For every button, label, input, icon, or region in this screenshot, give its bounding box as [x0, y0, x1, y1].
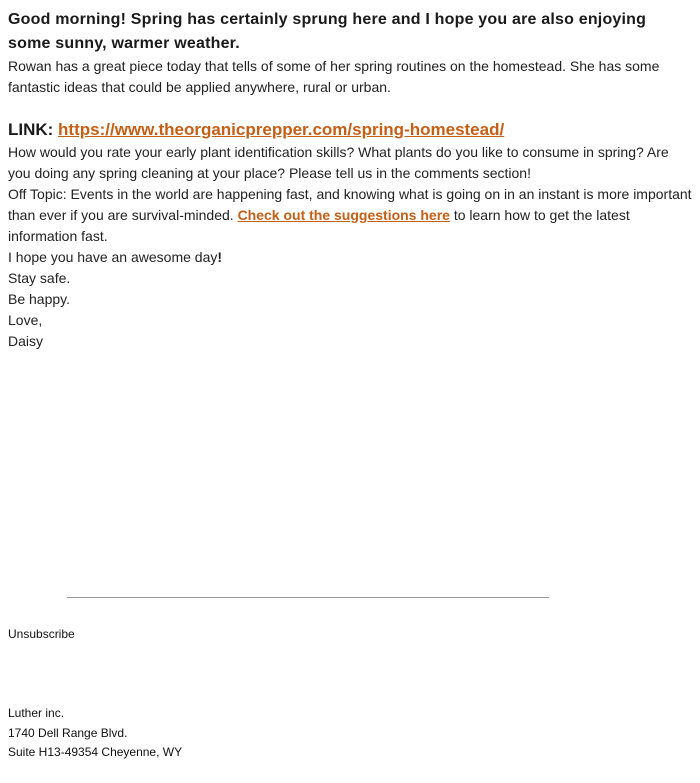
closing-paragraph	[8, 247, 692, 268]
signoff-line-2: Be happy.	[8, 291, 71, 307]
email-body	[8, 0, 692, 352]
offtopic-paragraph	[8, 184, 692, 247]
footer-divider	[67, 597, 549, 598]
love-line: Love,	[8, 312, 43, 328]
closing-text: I hope you have an awesome day	[8, 249, 218, 265]
suggestions-link[interactable]: Check out the suggestions here	[237, 207, 450, 223]
offtopic-text-before: Off Topic: Events in the world are happening fast, and knowing what is going on in an instant is more important than ever if you are survival-minded.	[8, 186, 692, 223]
signoff-block	[8, 268, 692, 310]
article-link[interactable]: https://www.theorganicprepper.com/spring-homestead/	[58, 120, 505, 139]
signature-block	[8, 310, 692, 352]
greeting-heading: Good morning! Spring has certainly sprung here and I hope you are also enjoying some sunny, warmer weather.	[8, 11, 647, 52]
unsubscribe-link[interactable]: Unsubscribe	[8, 627, 75, 641]
questions-paragraph: How would you rate your early plant identification skills? What plants do you like to consume in spring? Are you doing any spring cleaning at your place? Please tell us in the comments section!	[8, 144, 669, 181]
offtopic-text-after: to learn how to get the latest information fast.	[8, 207, 630, 244]
mailing-address	[8, 704, 182, 763]
address-line-1: Luther inc.	[8, 706, 65, 720]
address-line-2: 1740 Dell Range Blvd.	[8, 725, 128, 740]
closing-exclamation: !	[217, 249, 223, 265]
address-line-3: Suite H13-49354 Cheyenne, WY	[8, 745, 183, 759]
signature-name: Daisy	[8, 333, 44, 349]
link-label: LINK:	[8, 120, 59, 139]
intro-paragraph: Rowan has a great piece today that tells of some of her spring routines on the homestead. She has some fantastic ideas that could be applied anywhere, rural or urban.	[8, 58, 660, 95]
link-line	[8, 118, 692, 142]
signoff-line-1: Stay safe.	[8, 270, 71, 286]
